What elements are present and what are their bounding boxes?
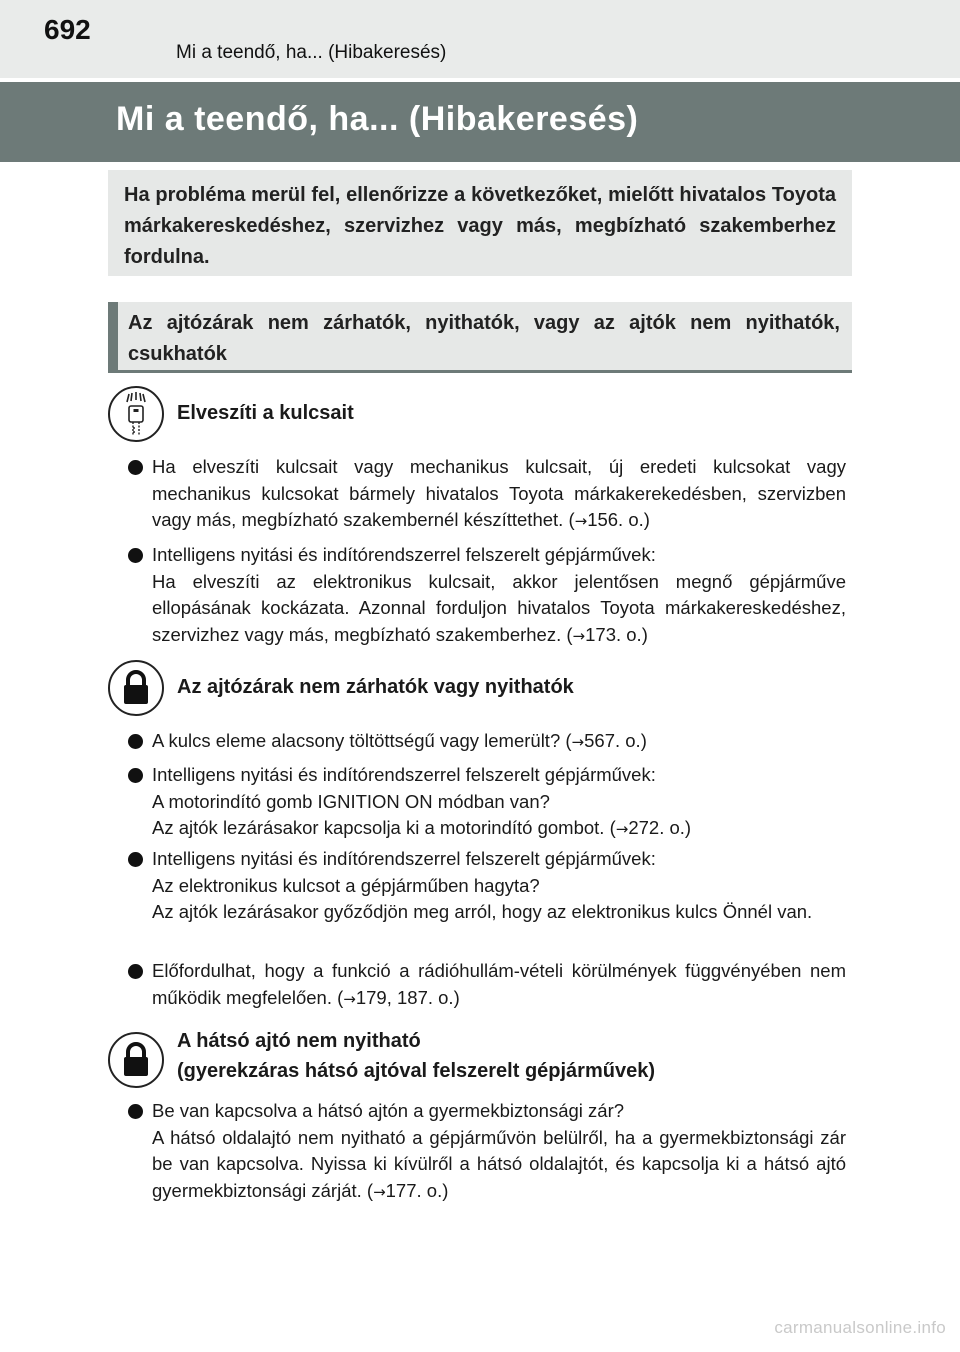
list-item [128,846,846,926]
page-reference[interactable]: 156. o.) [587,509,650,530]
item-question: Be van kapcsolva a hátsó ajtón a gyermekbiztonsági zár? [152,1100,625,1121]
arrow-icon: → [571,733,585,751]
title-band [0,82,960,162]
item-question: A motorindító gomb IGNITION ON módban van? [152,790,550,812]
arrow-icon: → [572,626,586,645]
watermark: carmanualsonline.info [774,1318,946,1337]
subsection-heading-locks: Az ajtózárak nem zárhatók vagy nyithatók [177,676,574,698]
page-reference[interactable]: 173. o.) [585,623,648,645]
page-reference[interactable]: 272. o.) [628,817,692,838]
item-text: A hátsó oldalajtó nem nyitható a gépjárművön belülről, ha a gyermekbiztonsági zár be van kapcsolva. Nyissa ki kívülről a hátsó oldalajtót, és kapcsolja ki a hátsó ajtó gyermekbiztonsági zárját. ( [152,1126,846,1201]
lock-icon [108,1032,164,1088]
key-icon [108,386,164,442]
section-heading: Az ajtózárak nem zárhatók, nyithatók, vagy az ajtók nem nyithatók, csukhatók [128,312,840,365]
item-text: Előfordulhat, hogy a funkció a rádióhullám-vételi körülmények függvényében nem működik megfelelően. ( [152,960,846,1008]
intro-box [108,170,852,276]
list-item [128,454,846,535]
section-accent-bar [108,302,118,370]
list-item [128,762,846,843]
arrow-icon: → [615,820,629,838]
page-title: Mi a teendő, ha... (Hibakeresés) [116,100,639,138]
item-text: Ha elveszíti az elektronikus kulcsait, akkor jelentősen megnő gépjárműve ellopásának kockázata. Azonnal forduljon hivatalos Toyota márkakereskedéshez, szervizhez vagy más, megbízható szakemberhez. ( [152,570,846,645]
bullet-icon [128,768,143,783]
subsection-heading-line: (gyerekzáras hátsó ajtóval felszerelt gépjárművek) [177,1060,655,1082]
item-text: Az ajtók lezárásakor győződjön meg arról, hogy az elektronikus kulcs Önnél van. [152,901,813,922]
section-header [108,302,852,373]
item-condition: Intelligens nyitási és indítórendszerrel felszerelt gépjárművek: [152,848,656,869]
bullet-icon [128,734,143,749]
page-header [0,0,960,82]
item-condition: Intelligens nyitási és indítórendszerrel felszerelt gépjárművek: [152,764,656,785]
arrow-icon: → [373,1182,386,1201]
item-text: A kulcs eleme alacsony töltöttségű vagy lemerült? ( [152,730,572,751]
page-reference[interactable]: 177. o.) [385,1179,449,1201]
lock-icon [108,660,164,716]
item-condition: Intelligens nyitási és indítórendszerrel felszerelt gépjárművek: [152,544,656,565]
item-text: Ha elveszíti kulcsait vagy mechanikus kulcsait, új eredeti kulcsokat vagy mechanikus kulcsokat bármely hivatalos Toyota márkakerekedésben, szervizben vagy más, megbízható szakembernél készíttethet. ( [152,456,846,530]
bullet-icon [128,964,143,979]
intro-text: Ha probléma merül fel, ellenőrizze a következőket, mielőtt hivatalos Toyota márkakereskedéshez, szervizhez vagy más, megbízható szakemberhez fordulna. [124,184,836,268]
header-band [0,0,960,78]
arrow-icon: → [574,512,588,530]
bullet-icon [128,852,143,867]
page-reference[interactable]: 179, 187. o.) [355,986,460,1008]
arrow-icon: → [343,989,356,1008]
subsection-heading-lost-keys: Elveszíti a kulcsait [177,402,354,424]
item-text: Az ajtók lezárásakor kapcsolja ki a motorindító gombot. ( [152,817,616,838]
running-head: Mi a teendő, ha... (Hibakeresés) [176,42,447,63]
page-reference[interactable]: 567. o.) [584,730,647,751]
list-item [128,542,846,649]
bullet-icon [128,460,143,475]
list-item [128,1098,846,1205]
subsection-heading-rear-door [177,1026,655,1086]
item-question: Az elektronikus kulcsot a gépjárműben hagyta? [152,874,540,896]
page-number: 692 [44,14,91,45]
list-item [128,958,846,1012]
bullet-icon [128,1104,143,1119]
bullet-icon [128,548,143,563]
list-item [128,728,846,756]
subsection-heading-line: A hátsó ajtó nem nyitható [177,1030,421,1052]
